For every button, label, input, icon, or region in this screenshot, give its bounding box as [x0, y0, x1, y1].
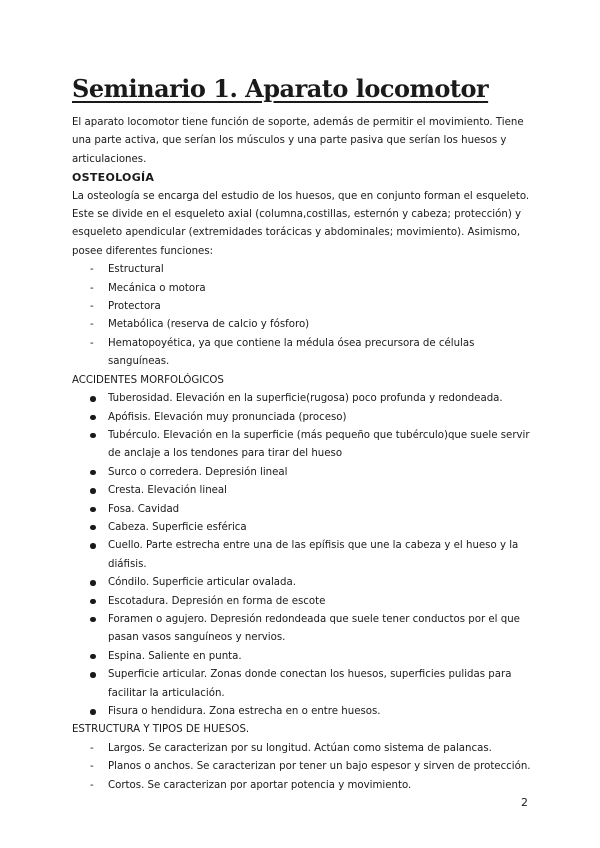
osteologia-heading: OSTEOLOGÍA [72, 171, 155, 185]
list-item: - Estructural [72, 261, 532, 279]
osteologia-paragraph: La osteología se encarga del estudio de los huesos, que en conjunto forman el esqueleto. Este se divide en el esqueleto axial (columna,costillas, esternón y cabeza; protección) y esqueleto apendicular (extremidades torácicas y abdominales; movimiento). Asimismo, posee diferentes funciones: [72, 190, 530, 257]
list-item: Escotadura. Depresión en forma de escote [72, 593, 532, 611]
intro-paragraph: El aparato locomotor tiene función de soporte, además de permitir el movimiento. Tiene una parte activa, que serían los músculos y una parte pasiva que serían los huesos y articulaciones. [72, 117, 524, 165]
estructura-heading: ESTRUCTURA Y TIPOS DE HUESOS. [72, 724, 250, 736]
list-item: Superficie articular. Zonas donde conectan los huesos, superficies pulidas para facilitar la articulación. [72, 666, 532, 703]
accidentes-list [72, 390, 532, 721]
list-item: Surco o corredera. Depresión lineal [72, 464, 532, 482]
estructura-list [72, 740, 532, 795]
accidentes-heading: ACCIDENTES MORFOLÓGICOS [72, 374, 224, 386]
page-title: Seminario 1. Aparato locomotor [72, 74, 489, 103]
list-item: Apófisis. Elevación muy pronunciada (proceso) [72, 409, 532, 427]
list-item: - Hematopoyética, ya que contiene la médula ósea precursora de células sanguíneas. [72, 335, 532, 372]
list-item: Cabeza. Superficie esférica [72, 519, 532, 537]
list-item: - Metabólica (reserva de calcio y fósforo) [72, 316, 532, 334]
list-item: Espina. Saliente en punta. [72, 648, 532, 666]
list-item: - Mecánica o motora [72, 280, 532, 298]
list-item: - Cortos. Se caracterizan por aportar potencia y movimiento. [72, 777, 532, 795]
list-item: Tuberosidad. Elevación en la superficie(rugosa) poco profunda y redondeada. [72, 390, 532, 408]
list-item: - Largos. Se caracterizan por su longitud. Actúan como sistema de palancas. [72, 740, 532, 758]
list-item: Foramen o agujero. Depresión redondeada que suele tener conductos por el que pasan vasos sanguíneos y nervios. [72, 611, 532, 648]
list-item: Cresta. Elevación lineal [72, 482, 532, 500]
list-item: Fisura o hendidura. Zona estrecha en o entre huesos. [72, 703, 532, 721]
list-item: - Planos o anchos. Se caracterizan por tener un bajo espesor y sirven de protección. [72, 758, 532, 776]
page-content [72, 114, 532, 795]
list-item: - Protectora [72, 298, 532, 316]
list-item: Tubérculo. Elevación en la superficie (más pequeño que tubérculo)que suele servir de anclaje a los tendones para tirar del hueso [72, 427, 532, 464]
list-item: Fosa. Cavidad [72, 501, 532, 519]
list-item: Cóndilo. Superficie articular ovalada. [72, 574, 532, 592]
page-number: 2 [521, 796, 528, 809]
functions-list [72, 261, 532, 371]
list-item: Cuello. Parte estrecha entre una de las epífisis que une la cabeza y el hueso y la diáfisis. [72, 537, 532, 574]
